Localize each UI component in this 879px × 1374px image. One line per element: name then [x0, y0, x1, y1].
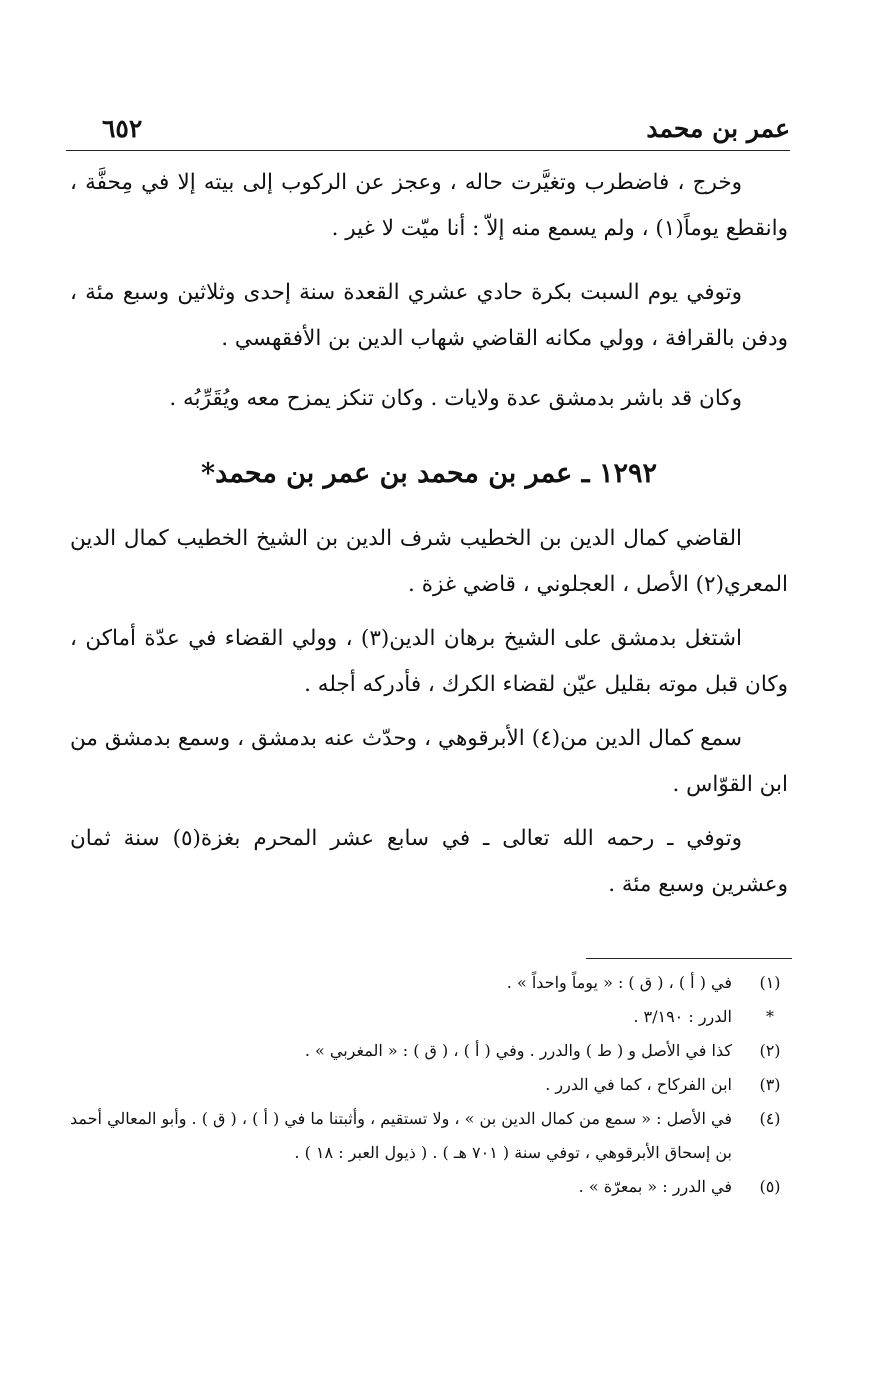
paragraph-death-date: وتوفي ـ رحمه الله تعالى ـ في سابع عشر المحرم بغزة(٥) سنة ثمان وعشرين وسبع مئة . [70, 826, 788, 897]
paragraph-offices: وكان قد باشر بدمشق عدة ولايات . وكان تنكز يمزح معه ويُقَرِّبُه . [169, 386, 742, 411]
paragraph-hearing: سمع كمال الدين من(٤) الأبرقوهي ، وحدّث عنه بدمشق ، وسمع بدمشق من ابن القوّاس . [70, 726, 788, 797]
footnote-text: في الدرر : « بمعرّة » . [578, 1177, 732, 1196]
footnote-item [70, 966, 788, 1000]
paragraph-career: اشتغل بدمشق على الشيخ برهان الدين(٣) ، وولي القضاء في عدّة أماكن ، وكان قبل موته بقليل عيّن لقضاء الكرك ، فأدركه أجله . [70, 626, 788, 697]
paragraph-lineage: القاضي كمال الدين بن الخطيب شرف الدين بن الشيخ الخطيب كمال الدين المعري(٢) الأصل ، العجلوني ، قاضي غزة . [70, 526, 788, 597]
footnote-text: في ( أ ) ، ( ق ) : « يوماً واحداً » . [506, 973, 732, 992]
footnote-text: الدرر : ٣/١٩٠ . [633, 1007, 732, 1026]
footnote-mark: (٥) [759, 1177, 781, 1196]
footnote-item [70, 1102, 788, 1170]
page-number: ٦٥٢ [102, 114, 143, 143]
running-header [66, 112, 790, 152]
footnotes [70, 966, 788, 1204]
footnote-text: ابن الفركاح ، كما في الدرر . [545, 1075, 732, 1094]
footnote-mark: (٤) [759, 1109, 781, 1128]
footnote-item [70, 1034, 788, 1068]
footnote-item [70, 1170, 788, 1204]
footnote-divider [586, 958, 792, 959]
footnote-mark: (٢) [759, 1041, 781, 1060]
paragraph-continued: وخرج ، فاضطرب وتغيَّرت حاله ، وعجز عن الركوب إلى بيته إلا في مِحفَّة ، وانقطع يوماً(١) ، ولم يسمع منه إلاّ : أنا ميّت لا غير . [70, 170, 788, 241]
entry-heading: ١٢٩٢ ـ عمر بن محمد بن عمر بن محمد* [200, 458, 658, 489]
footnote-item [70, 1000, 788, 1034]
footnote-mark: (١) [759, 973, 781, 992]
paragraph-death: وتوفي يوم السبت بكرة حادي عشري القعدة سنة إحدى وثلاثين وسبع مئة ، ودفن بالقرافة ، وولي مكانه القاضي شهاب الدين بن الأفقهسي . [70, 280, 788, 351]
footnote-item [70, 1068, 788, 1102]
header-divider [66, 150, 790, 151]
footnote-mark: (٣) [759, 1075, 781, 1094]
running-header-title: عمر بن محمد [646, 114, 790, 143]
footnote-mark: * [766, 1007, 774, 1026]
footnote-text: كذا في الأصل و ( ط ) والدرر . وفي ( أ ) ، ( ق ) : « المغربي » . [304, 1041, 732, 1060]
footnote-text: في الأصل : « سمع من كمال الدين بن » ، ولا تستقيم ، وأثبتنا ما في ( أ ) ، ( ق ) . وأبو المعالي أحمد بن إسحاق الأبرقوهي ، توفي سنة ( ٧٠١ هـ ) . ( ذيول العبر : ١٨ ) . [70, 1109, 732, 1162]
